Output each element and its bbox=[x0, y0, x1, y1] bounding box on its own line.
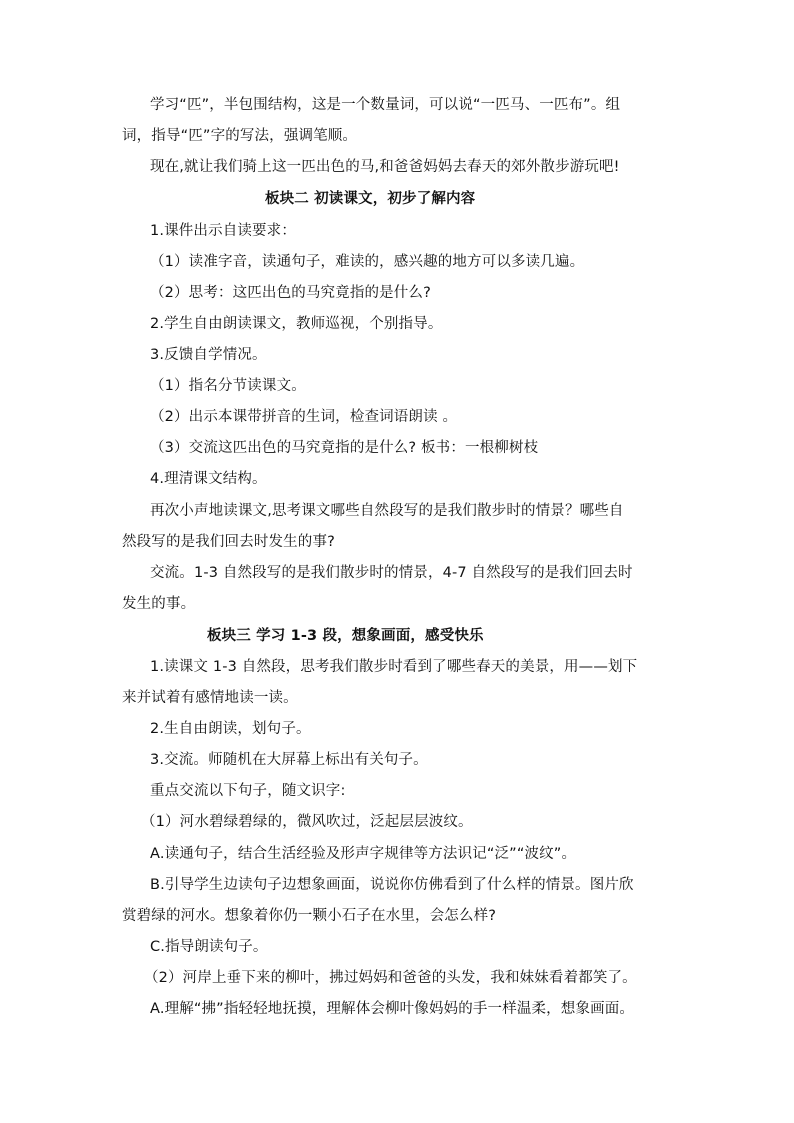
text-line: （1）读准字音，读通句子，难读的，感兴趣的地方可以多读几遍。 bbox=[150, 254, 585, 270]
text-line: 然段写的是我们回去时发生的事? bbox=[122, 534, 335, 550]
text-line: C.指导朗读句子。 bbox=[150, 939, 268, 955]
text-line: 1.课件出示自读要求： bbox=[150, 223, 296, 239]
text-line: （3）交流这匹出色的马究竟指的是什么? 板书：一根柳树枝 bbox=[150, 440, 539, 456]
text-line: A.理解“拂”指轻轻地抚摸，理解体会柳叶像妈妈的手一样温柔，想象画面。 bbox=[150, 1001, 635, 1017]
text-line: 来并试着有感情地读一读。 bbox=[122, 690, 298, 706]
text-line: 2.学生自由朗读课文，教师巡视，个别指导。 bbox=[150, 316, 443, 332]
text-line: （2）出示本课带拼音的生词，检查词语朗读 。 bbox=[150, 409, 458, 425]
text-line: 交流。1-3 自然段写的是我们散步时的情景，4-7 自然段写的是我们回去时 bbox=[150, 565, 633, 581]
text-line: （2）思考：这匹出色的马究竟指的是什么? bbox=[150, 285, 431, 301]
section-heading: 板块二 初读课文，初步了解内容 bbox=[265, 191, 476, 207]
text-line: B.引导学生边读句子边想象画面，说说你仿佛看到了什么样的情景。图片欣 bbox=[150, 877, 634, 893]
text-line: 再次小声地读课文,思考课文哪些自然段写的是我们散步时的情景？哪些自 bbox=[150, 503, 624, 519]
text-line: （2）河岸上垂下来的柳叶，拂过妈妈和爸爸的头发，我和妹妹看着都笑了。 bbox=[144, 970, 637, 986]
section-heading: 板块三 学习 1-3 段，想象画面，感受快乐 bbox=[207, 628, 484, 644]
text-line: 重点交流以下句子，随文识字: bbox=[150, 783, 346, 799]
text-line: 现在,就让我们骑上这一匹出色的马,和爸爸妈妈去春天的郊外散步游玩吧! bbox=[150, 159, 620, 175]
text-line: （1）指名分节读课文。 bbox=[150, 378, 306, 394]
text-line: 发生的事。 bbox=[122, 596, 196, 612]
text-line: A.读通句子，结合生活经验及形声字规律等方法识记“泛”“波纹”。 bbox=[150, 846, 577, 862]
text-line: 4.理清课文结构。 bbox=[150, 471, 267, 487]
text-line: 2.生自由朗读，划句子。 bbox=[150, 721, 311, 737]
text-line: 3.交流。师随机在大屏幕上标出有关句子。 bbox=[150, 752, 428, 768]
text-line: 3.反馈自学情况。 bbox=[150, 347, 267, 363]
text-line: （1）河水碧绿碧绿的，微风吹过，泛起层层波纹。 bbox=[141, 814, 473, 830]
text-line: 赏碧绿的河水。想象着你仍一颗小石子在水里，会怎么样? bbox=[122, 908, 497, 924]
text-line: 学习“匹”，半包围结构，这是一个数量词，可以说“一匹马、一匹布”。组 bbox=[150, 97, 621, 113]
text-line: 1.读课文 1-3 自然段，思考我们散步时看到了哪些春天的美景，用——划下 bbox=[150, 659, 638, 675]
text-line: 词，指导“匹”字的写法，强调笔顺。 bbox=[122, 128, 358, 144]
